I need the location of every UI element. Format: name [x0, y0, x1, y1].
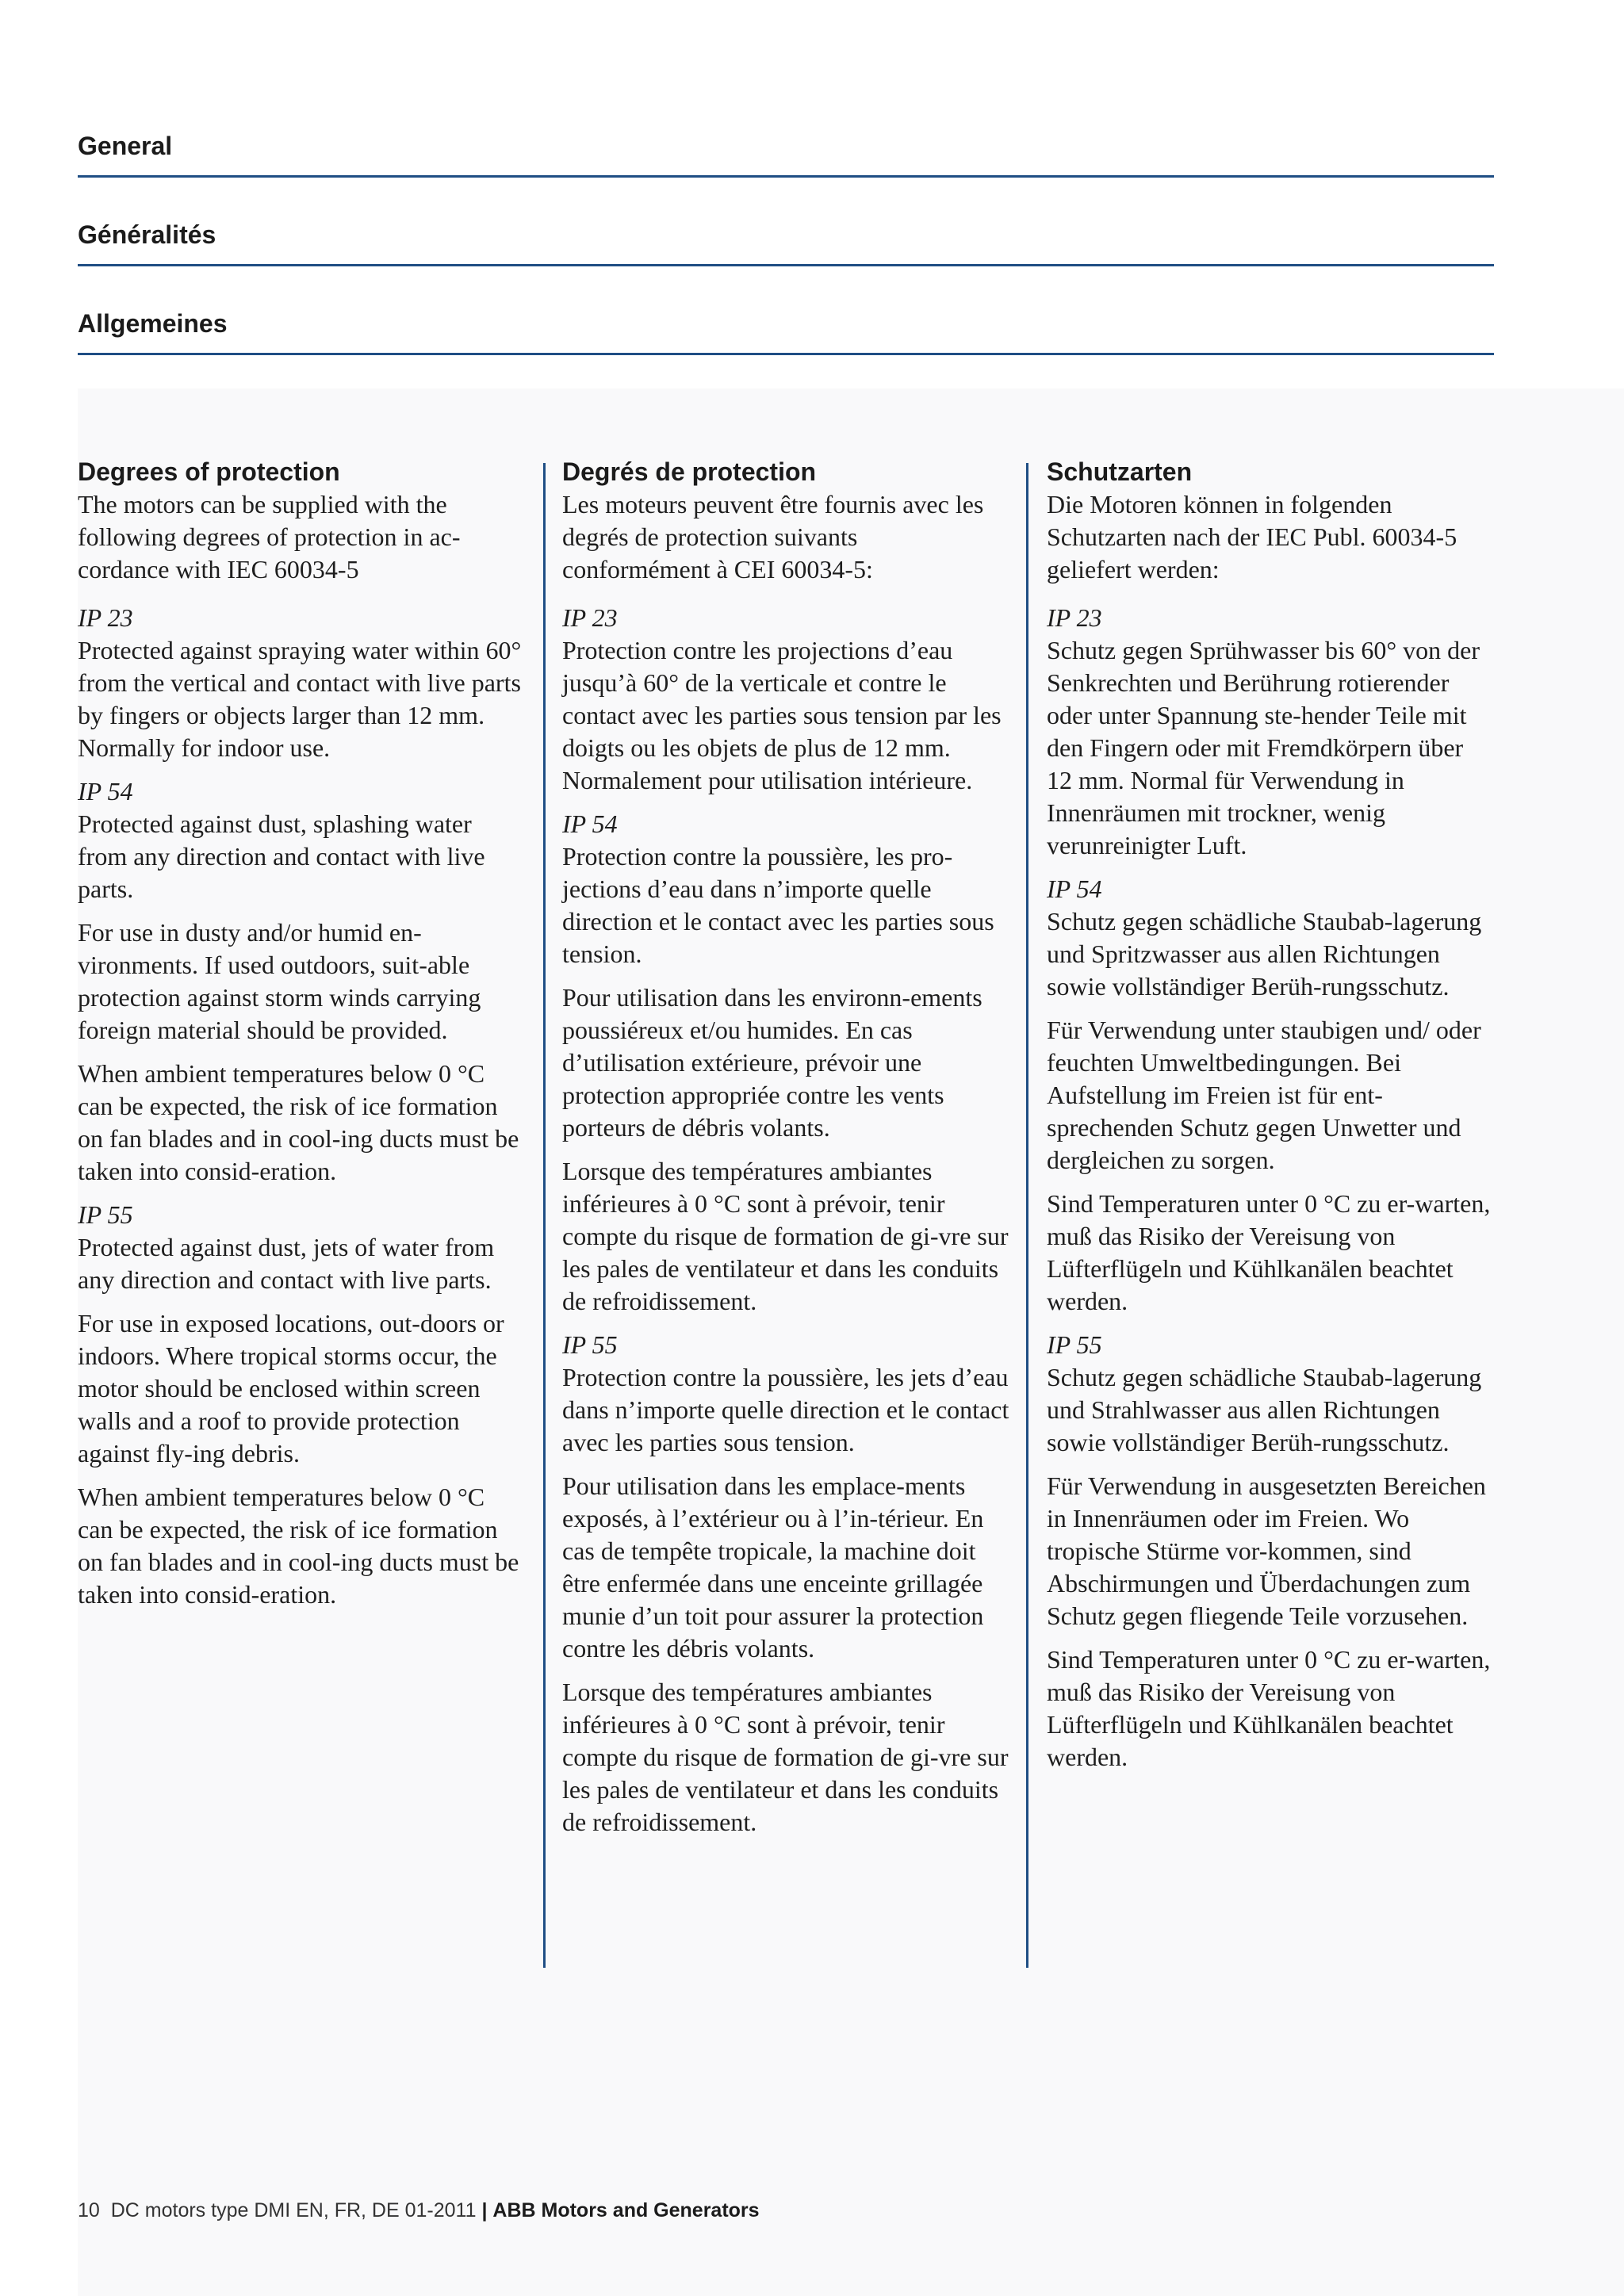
paragraph: Für Verwendung in ausgesetzten Bereichen in Innenräumen oder im Freien. Wo tropische Stürme vor-kommen, sind Abschirmungen und Überdachungen zum Schutz gegen fliegende Teile vorzusehen. [1047, 1471, 1486, 1630]
column-divider [543, 463, 546, 1968]
ip-code: IP 23 [1047, 603, 1102, 632]
paragraph: Schutz gegen Sprühwasser bis 60° von der Senkrechten und Berührung rotierender oder unter Spannung ste-hender Teile mit den Fingern oder mit Fremdkörpern über 12 mm. Normal für Verwendung in Innenräumen mit trockner, wenig verunreinigter Luft. [1047, 636, 1480, 859]
paragraph: Lorsque des températures ambiantes inférieures à 0 °C sont à prévoir, tenir compte du risque de formation de gi-vre sur les pales de ventilateur et dans les conduits de refroidissement. [562, 1678, 1009, 1836]
heading-allgemeines-text: Allgemeines [78, 309, 228, 338]
paragraph: Protection contre la poussière, les jets d’eau dans n’importe quelle direction et le contact avec les parties sous tension. [562, 1363, 1009, 1456]
heading-general-text: General [78, 132, 173, 160]
paragraph: Pour utilisation dans les environn-ements poussiéreux et/ou humides. En cas d’utilisation extérieure, prévoir une protection appropriée contre les vents porteurs de débris volants. [562, 983, 982, 1142]
column-german [1047, 456, 1495, 1785]
paragraph: When ambient temperatures below 0 °C can be expected, the risk of ice formation on fan blades and in cool-ing ducts must be taken into consid-eration. [78, 1059, 519, 1185]
paragraph: Sind Temperaturen unter 0 °C zu er-warten, muß das Risiko der Vereisung von Lüfterflügeln und Kühlkanälen beachtet werden. [1047, 1189, 1491, 1315]
paragraph: Protected against dust, jets of water from any direction and contact with live parts. [78, 1233, 495, 1294]
column-title: Degrees of protection [78, 457, 340, 486]
paragraph: Für Verwendung unter staubigen und/ oder feuchten Umweltbedingungen. Bei Aufstellung im Freien ist für ent-sprechenden Schutz gegen Unwetter und dergleichen zu sorgen. [1047, 1016, 1481, 1174]
heading-general [78, 132, 1494, 178]
paragraph: Protected against spraying water within 60° from the vertical and contact with live parts by fingers or objects larger than 12 mm. Normally for indoor use. [78, 636, 522, 762]
column-english [78, 456, 526, 1622]
paragraph: Protection contre les projections d’eau jusqu’à 60° de la verticale et contre le contact avec les parties sous tension par les doigts ou les objets de plus de 12 mm. Normalement pour utilisation intérieure. [562, 636, 1002, 794]
document-title: DC motors type DMI EN, FR, DE 01-2011 [110, 2199, 477, 2221]
column-intro: Les moteurs peuvent être fournis avec les degrés de protection suivants conformément à CEI 60034-5: [562, 490, 984, 584]
ip-code: IP 54 [1047, 874, 1102, 903]
heading-generalites-text: Généralités [78, 220, 216, 249]
brand-name: ABB Motors and Generators [492, 2199, 760, 2221]
footer-separator: | [481, 2199, 488, 2221]
paragraph: For use in dusty and/or humid en-vironments. If used outdoors, suit-able protection against storm winds carrying foreign material should be provided. [78, 918, 481, 1044]
paragraph: Schutz gegen schädliche Staubab-lagerung und Strahlwasser aus allen Richtungen sowie vollständiger Berüh-rungsschutz. [1047, 1363, 1482, 1456]
page-number: 10 [78, 2199, 100, 2221]
ip-code: IP 23 [78, 603, 133, 632]
paragraph: Schutz gegen schädliche Staubab-lagerung und Spritzwasser aus allen Richtungen sowie vollständiger Berüh-rungsschutz. [1047, 907, 1482, 1001]
column-intro: Die Motoren können in folgenden Schutzarten nach der IEC Publ. 60034-5 geliefert werden: [1047, 490, 1457, 584]
ip-code: IP 54 [78, 777, 133, 806]
column-title: Degrés de protection [562, 457, 817, 486]
column-title: Schutzarten [1047, 457, 1193, 486]
ip-code: IP 55 [78, 1200, 133, 1229]
paragraph: Protected against dust, splashing water from any direction and contact with live parts. [78, 809, 485, 903]
ip-code: IP 55 [1047, 1330, 1102, 1359]
paragraph: Lorsque des températures ambiantes inférieures à 0 °C sont à prévoir, tenir compte du risque de formation de gi-vre sur les pales de ventilateur et dans les conduits de refroidissement. [562, 1157, 1009, 1315]
paragraph: For use in exposed locations, out-doors or indoors. Where tropical storms occur, the motor should be enclosed within screen walls and a roof to provide protection against fly-ing debris. [78, 1309, 504, 1468]
ip-code: IP 54 [562, 809, 618, 838]
ip-code: IP 55 [562, 1330, 618, 1359]
heading-generalites [78, 220, 1494, 266]
heading-allgemeines [78, 309, 1494, 355]
ip-code: IP 23 [562, 603, 618, 632]
paragraph: Protection contre la poussière, les pro-jections d’eau dans n’importe quelle direction et le contact avec les parties sous tension. [562, 842, 994, 968]
page-footer [78, 2199, 760, 2222]
paragraph: Sind Temperaturen unter 0 °C zu er-warten, muß das Risiko der Vereisung von Lüfterflügeln und Kühlkanälen beachtet werden. [1047, 1645, 1491, 1771]
paragraph: When ambient temperatures below 0 °C can be expected, the risk of ice formation on fan blades and in cool-ing ducts must be taken into consid-eration. [78, 1483, 519, 1609]
paragraph: Pour utilisation dans les emplace-ments exposés, à l’extérieur ou à l’in-térieur. En cas de tempête tropicale, la machine doit être enfermée dans une enceinte grillagée munie d’un toit pour assurer la protection contre les débris volants. [562, 1471, 984, 1663]
column-french [562, 456, 1010, 1850]
column-divider [1026, 463, 1028, 1968]
column-intro: The motors can be supplied with the following degrees of protection in ac-cordance with IEC 60034-5 [78, 490, 461, 584]
